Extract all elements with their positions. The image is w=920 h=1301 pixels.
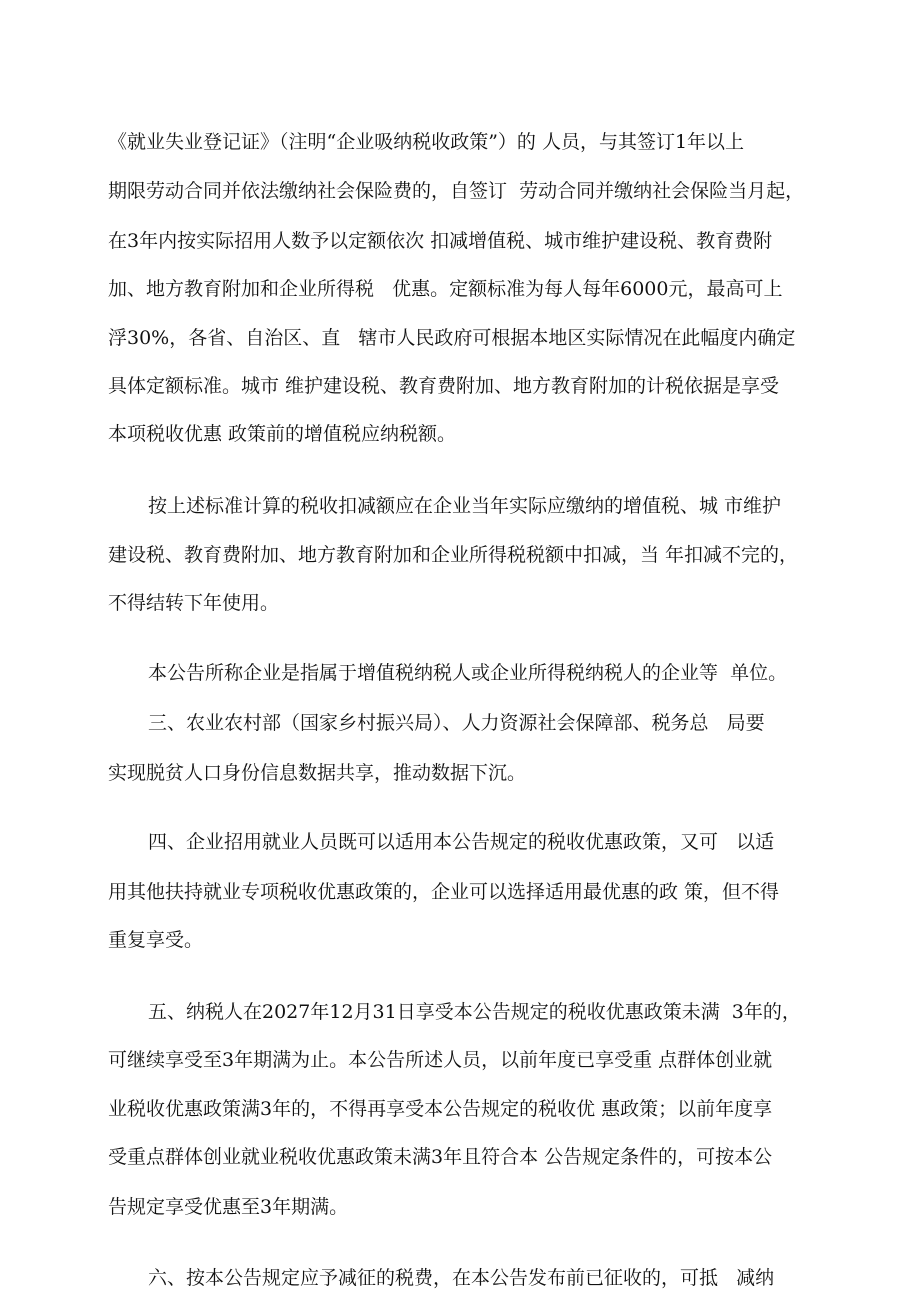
text-line-4: 加、地方教育附加和企业所得税 优惠。定额标准为每人每年6000元，最高可上 [108, 278, 783, 300]
text-line-8: 按上述标准计算的税收扣减额应在企业当年实际应缴纳的增值税、城 市维护 [148, 495, 782, 517]
text-line-15: 用其他扶持就业专项税收优惠政策的，企业可以选择适用最优惠的政 策，但不得 [108, 881, 780, 903]
text-line-16: 重复享受。 [108, 929, 204, 951]
text-line-20: 受重点群体创业就业税收优惠政策未满3年且符合本 公告规定条件的，可按本公 [108, 1146, 773, 1168]
text-line-22: 六、按本公告规定应予减征的税费，在本公告发布前已征收的，可抵 减纳 [148, 1267, 775, 1289]
text-line-18: 可继续享受至3年期满为止。本公告所述人员，以前年度已享受重 点群体创业就 [108, 1049, 773, 1071]
text-line-3: 在3年内按实际招用人数予以定额依次 扣减增值税、城市维护建设税、教育费附 [108, 230, 773, 252]
text-line-11: 本公告所称企业是指属于增值税纳税人或企业所得税纳税人的企业等 单位。 [148, 662, 788, 684]
text-line-19: 业税收优惠政策满3年的，不得再享受本公告规定的税收优 惠政策；以前年度享 [108, 1098, 773, 1120]
text-line-9: 建设税、教育费附加、地方教育附加和企业所得税税额中扣减，当 年扣减不完的， [108, 544, 799, 566]
text-line-12: 三、农业农村部（国家乡村振兴局）、人力资源社会保障部、税务总 局要 [148, 712, 765, 734]
text-line-17: 五、纳税人在2027年12月31日享受本公告规定的税收优惠政策未满 3年的， [148, 1001, 801, 1023]
text-line-6: 具体定额标准。城市 维护建设税、教育费附加、地方教育附加的计税依据是享受 [108, 375, 780, 397]
text-line-14: 四、企业招用就业人员既可以适用本公告规定的税收优惠政策，又可 以适 [148, 831, 775, 853]
text-line-7: 本项税收优惠 政策前的增值税应纳税额。 [108, 423, 457, 445]
text-line-2: 期限劳动合同并依法缴纳社会保险费的，自签订 劳动合同并缴纳社会保险当月起， [108, 180, 805, 202]
text-line-5: 浮30%，各省、自治区、直 辖市人民政府可根据本地区实际情况在此幅度内确定 [108, 327, 796, 349]
text-line-21: 告规定享受优惠至3年期满。 [108, 1196, 349, 1218]
text-line-13: 实现脱贫人口身份信息数据共享，推动数据下沉。 [108, 762, 527, 784]
text-line-1: 《就业失业登记证》（注明“企业吸纳税收政策”）的 人员，与其签订1年以上 [108, 131, 745, 153]
text-line-10: 不得结转下年使用。 [108, 592, 280, 614]
